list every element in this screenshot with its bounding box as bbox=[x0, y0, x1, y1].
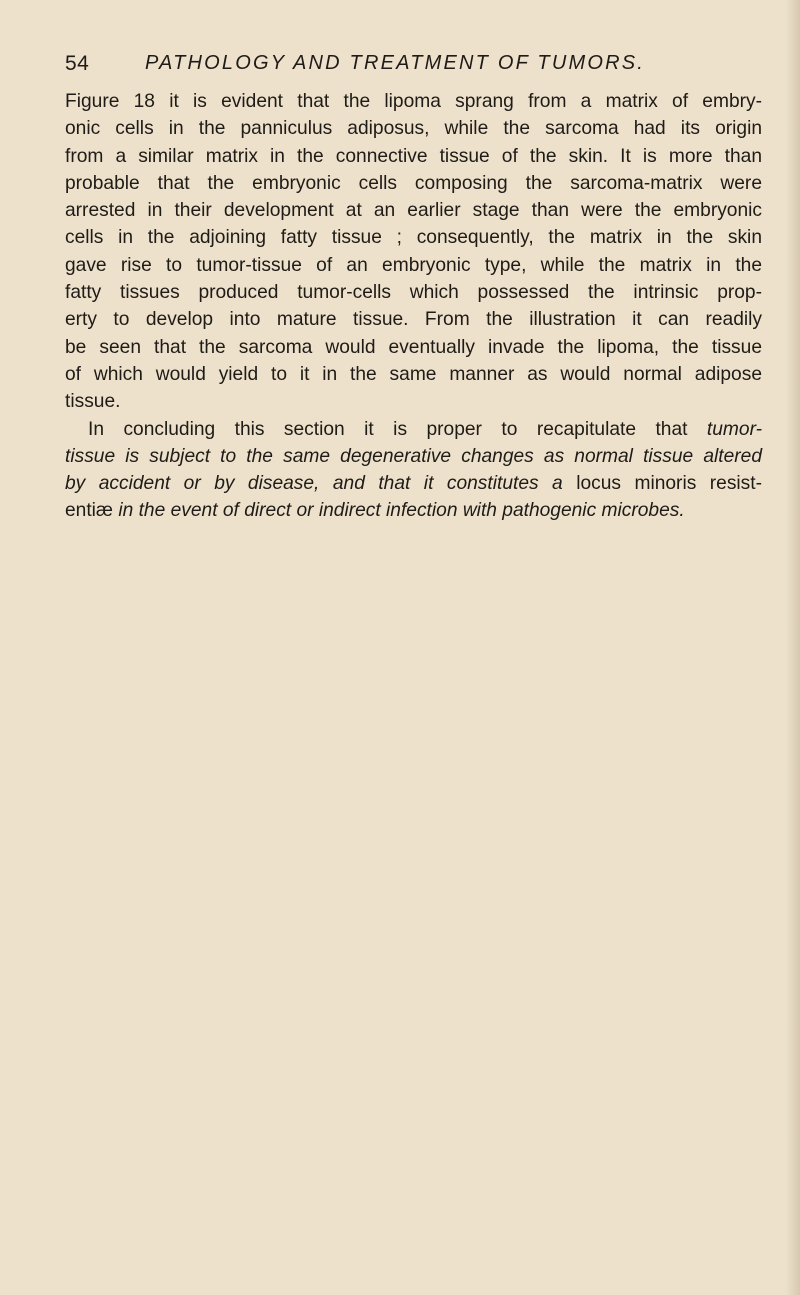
text-line: fatty tissues produced tumor-cells which possessed the intrinsic prop- bbox=[65, 282, 762, 304]
text-line bbox=[65, 416, 762, 443]
text-line: of which would yield to it in the same manner as would normal adipose bbox=[65, 363, 762, 385]
text-line: tissue is subject to the same degenerative changes as normal tissue altered bbox=[65, 445, 762, 467]
page-header bbox=[65, 52, 745, 80]
text-line: Figure 18 it is evident that the lipoma sprang from a matrix of embry- bbox=[65, 91, 762, 112]
text-run: In concluding this section it is proper to recapitulate that bbox=[88, 418, 707, 440]
text-line: onic cells in the panniculus adiposus, while the sarcoma had its origin bbox=[65, 118, 762, 140]
text-line bbox=[65, 470, 762, 497]
running-head: PATHOLOGY AND TREATMENT OF TUMORS. bbox=[145, 52, 646, 74]
text-line: tissue. bbox=[65, 391, 121, 413]
text-line: cells in the adjoining fatty tissue ; consequently, the matrix in the skin bbox=[65, 227, 762, 249]
text-line: arrested in their development at an earlier stage than were the embryonic bbox=[65, 200, 762, 222]
italic-run: by accident or by disease, and that it constitutes a bbox=[65, 473, 577, 495]
page-number: 54 bbox=[65, 52, 90, 75]
text-line: erty to develop into mature tissue. From the illustration it can readily bbox=[65, 309, 762, 331]
paragraph-2 bbox=[65, 416, 762, 525]
body-text bbox=[65, 88, 762, 525]
paragraph-1 bbox=[65, 88, 762, 416]
text-line: probable that the embryonic cells composing the sarcoma-matrix were bbox=[65, 172, 762, 194]
text-run: locus minoris resist- bbox=[576, 473, 762, 495]
page-edge-shadow bbox=[786, 0, 800, 1295]
text-line bbox=[65, 497, 762, 524]
italic-run: tumor- bbox=[706, 418, 762, 440]
text-line: be seen that the sarcoma would eventually invade the lipoma, the tissue bbox=[65, 336, 762, 358]
text-line: gave rise to tumor-tissue of an embryonic type, while the matrix in the bbox=[65, 254, 762, 276]
italic-run: in the event of direct or indirect infection with pathogenic microbes. bbox=[118, 500, 685, 522]
text-run: entiæ bbox=[65, 500, 119, 522]
text-line: from a similar matrix in the connective tissue of the skin. It is more than bbox=[65, 145, 762, 167]
